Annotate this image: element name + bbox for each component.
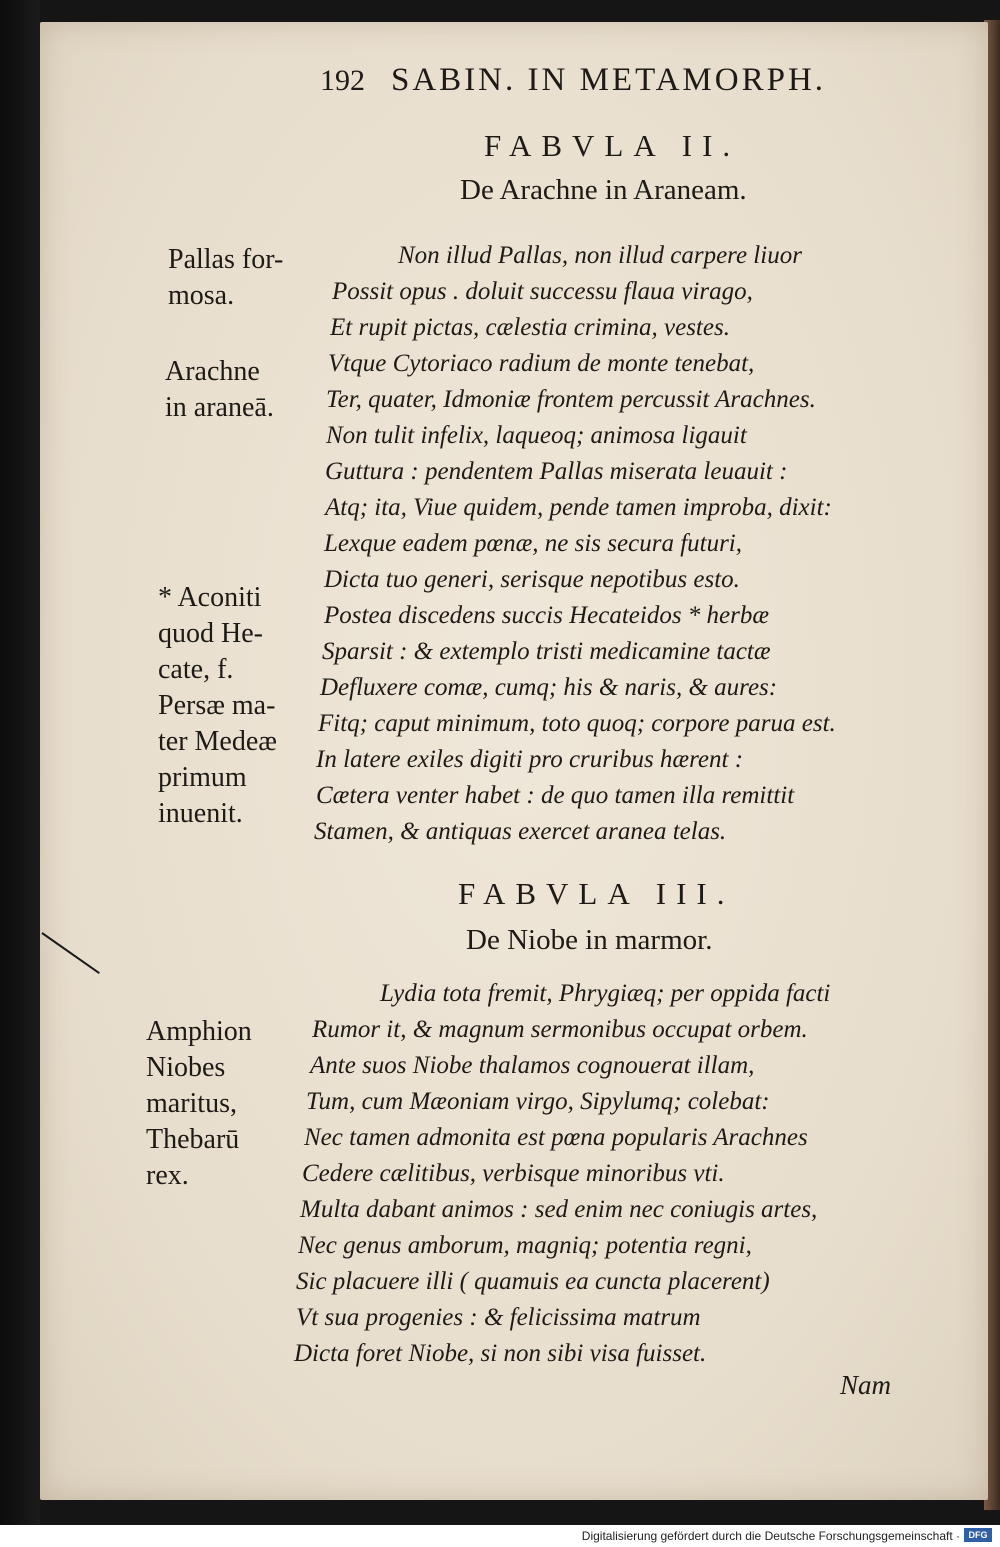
catchword: Nam — [840, 1370, 892, 1400]
verse-line: In latere exiles digiti pro cruribus hærent : — [316, 746, 744, 773]
verse-line: Atq; ita, Viue quidem, pende tamen improba, dixit: — [325, 494, 832, 521]
verse-line: Ante suos Niobe thalamos cognouerat illam, — [310, 1052, 755, 1079]
margin-gloss: * Aconiti quod He- cate, f. Persæ ma- ter Medeæ primum inuenit. — [158, 582, 277, 829]
dfg-logo: DFG — [964, 1528, 992, 1542]
margin-gloss: Amphion Niobes maritus, Thebarū rex. — [146, 1016, 252, 1191]
verse-line: Tum, cum Mæoniam virgo, Sipylumq; colebat: — [306, 1088, 770, 1115]
verse-line: Sparsit : & extemplo tristi medicamine tactæ — [322, 638, 771, 665]
margin-gloss: Arachne in araneā. — [165, 356, 274, 423]
fable-3-title: FABVLA III. — [458, 876, 735, 911]
verse-line: Postea discedens succis Hecateidos * herbæ — [324, 602, 770, 629]
verse-line: Non tulit infelix, laqueoq; animosa ligauit — [326, 422, 747, 449]
verse-line: Possit opus . doluit successu flaua virago, — [332, 278, 753, 305]
verse-line: Stamen, & antiquas exercet aranea telas. — [314, 818, 727, 845]
fable-2-subtitle: De Arachne in Araneam. — [460, 174, 747, 206]
verse-line: Defluxere comæ, cumq; his & naris, & aures: — [320, 674, 778, 701]
verse-line: Lexque eadem pœnæ, ne sis secura futuri, — [324, 530, 743, 557]
verse-line: Non illud Pallas, non illud carpere liuor — [398, 242, 802, 269]
footer-credit: Digitalisierung gefördert durch die Deutsche Forschungsgemeinschaft · — [581, 1529, 960, 1543]
verse-line: Nec tamen admonita est pœna popularis Arachnes — [304, 1124, 808, 1151]
margin-gloss: Pallas for- mosa. — [168, 244, 284, 311]
page-number: 192 — [320, 64, 365, 97]
book-spine — [0, 0, 40, 1525]
verse-line: Rumor it, & magnum sermonibus occupat orbem. — [312, 1016, 808, 1043]
verse-line: Vt sua progenies : & felicissima matrum — [296, 1304, 701, 1331]
verse-line: Dicta tuo generi, serisque nepotibus esto. — [324, 566, 740, 593]
verse-line: Cedere cælitibus, verbisque minoribus vti. — [302, 1160, 725, 1187]
running-header — [320, 62, 920, 110]
verse-line: Vtque Cytoriaco radium de monte tenebat, — [328, 350, 755, 377]
verse-line: Guttura : pendentem Pallas miserata leuauit : — [325, 458, 788, 485]
verse-line: Ter, quater, Idmoniæ frontem percussit Arachnes. — [326, 386, 816, 413]
verse-line: Cætera venter habet : de quo tamen illa remittit — [316, 782, 795, 809]
verse-line: Sic placuere illi ( quamuis ea cuncta placerent) — [296, 1268, 770, 1295]
fable-3-subtitle: De Niobe in marmor. — [466, 924, 713, 956]
fable-2-title: FABVLA II. — [484, 128, 741, 163]
verse-line: Fitq; caput minimum, toto quoq; corpore parua est. — [318, 710, 836, 737]
verse-line: Dicta foret Niobe, si non sibi visa fuisset. — [294, 1340, 707, 1367]
verse-line: Multa dabant animos : sed enim nec coniugis artes, — [300, 1196, 818, 1223]
running-title: SABIN. IN METAMORPH. — [391, 62, 827, 98]
verse-line: Et rupit pictas, cælestia crimina, vestes. — [330, 314, 730, 341]
verse-line: Nec genus amborum, magniq; potentia regni, — [298, 1232, 752, 1259]
verse-line: Lydia tota fremit, Phrygiæq; per oppida facti — [380, 980, 831, 1007]
